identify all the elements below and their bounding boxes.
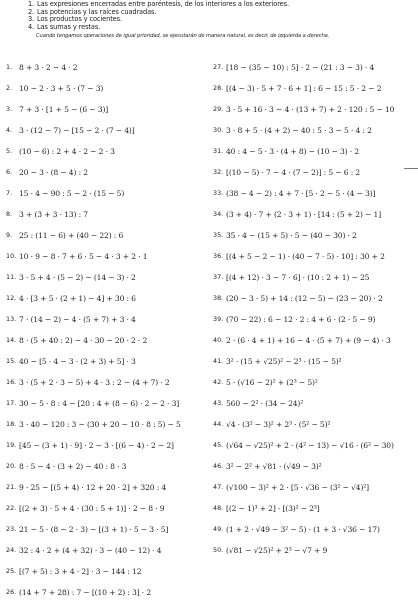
exercise-item — [6, 267, 206, 288]
exercise-expression: [(7 + 5) : 3 + 4 · 2] · 3 − 144 : 12 — [19, 567, 142, 576]
exercise-expression: 32 : 4 · 2 + (4 + 32) · 3 − (40 − 12) · 4 — [19, 546, 162, 555]
exercise-number: 19. — [6, 441, 17, 449]
exercise-item — [6, 141, 206, 162]
exercise-number: 47. — [213, 483, 224, 491]
exercise-number: 24. — [6, 546, 17, 554]
exercise-item — [213, 498, 418, 519]
exercise-item — [6, 456, 206, 477]
exercise-number: 20. — [6, 462, 17, 470]
exercise-expression: 8 · 5 − 4 · (3 + 2) − 40 : 8 · 3 — [19, 462, 127, 471]
exercise-number: 39. — [213, 315, 224, 323]
exercise-item — [213, 477, 418, 498]
exercise-number: 4. — [6, 126, 13, 134]
exercise-item — [6, 288, 206, 309]
exercise-expression: 3 · 5 + 4 · (5 − 2) − (14 − 3) · 2 — [19, 273, 136, 282]
exercise-number: 42. — [213, 378, 224, 386]
exercise-number: 49. — [213, 525, 224, 533]
exercise-expression: 20 − 3 · (8 − 4) : 2 — [19, 168, 88, 177]
exercise-item — [213, 246, 418, 267]
exercise-item — [213, 540, 418, 561]
exercise-expression: 9 · 25 − [(5 + 4) · 12 + 20 · 2] + 320 : 4 — [19, 483, 167, 492]
exercise-item — [213, 183, 418, 204]
exercise-number: 32. — [213, 168, 224, 176]
exercise-expression: 21 − 5 · (8 − 2 · 3) − [(3 + 1) · 5 − 3 · 5] — [19, 525, 169, 534]
exercise-number: 35. — [213, 231, 224, 239]
exercise-expression: 25 : (11 − 6) + (40 − 22) : 6 — [19, 231, 124, 240]
exercise-number: 41. — [213, 357, 224, 365]
exercise-item — [6, 204, 206, 225]
rules-block — [28, 1, 408, 41]
rule-text: Las potencias y las raíces cuadradas. — [37, 7, 157, 16]
exercise-item — [6, 435, 206, 456]
exercise-item — [6, 162, 206, 183]
exercise-expression: 10 · 9 − 8 · 7 + 6 · 5 − 4 · 3 + 2 · 1 — [19, 252, 148, 261]
exercise-expression: [(10 − 5) · 7 − 4 · (7 − 2)] : 5 − 6 : 2 — [226, 168, 361, 177]
exercise-number: 27. — [213, 63, 224, 71]
exercise-item — [213, 78, 418, 99]
exercise-item — [6, 246, 206, 267]
exercise-expression: [(2 + 3) · 5 + 4 · (30 : 5 + 1)] · 2 − 8 · 9 — [19, 504, 165, 513]
exercise-expression: (70 − 22) : 6 − 12 · 2 : 4 + 6 · (2 · 5 − 9) — [226, 315, 376, 324]
exercise-item — [213, 288, 418, 309]
exercise-item — [6, 477, 206, 498]
exercise-number: 38. — [213, 294, 224, 302]
exercise-item — [6, 498, 206, 519]
exercise-item — [213, 351, 418, 372]
exercise-expression: 35 · 4 − (15 + 5) · 5 − (40 − 30) · 2 — [226, 231, 357, 240]
exercise-expression: (38 − 4 − 2) : 4 + 7 · [5 · 2 − 5 · (4 − 3)] — [226, 189, 376, 198]
exercise-item — [6, 57, 206, 78]
rules-note: Cuando tengamos operaciones de igual prioridad, se ejecutarán de manera natural, es decir, de izquierda a derecha. — [36, 33, 330, 40]
exercise-number: 13. — [6, 315, 17, 323]
exercise-number: 43. — [213, 399, 224, 407]
exercise-item — [213, 141, 418, 162]
exercise-item — [213, 267, 418, 288]
exercise-expression: 5 · (√16 − 2)² + (2³ − 5)² — [226, 378, 318, 387]
exercise-number: 37. — [213, 273, 224, 281]
exercise-expression: (10 − 6) : 2 + 4 · 2 − 2 · 3 — [19, 147, 115, 156]
exercise-item — [6, 78, 206, 99]
exercise-number: 6. — [6, 168, 13, 176]
exercise-expression: 7 + 3 · [1 + 5 − (6 − 3)] — [19, 105, 109, 114]
exercise-item — [213, 162, 418, 183]
exercise-expression: (14 + 7 + 28) : 7 − [(10 + 2) : 3] · 2 — [19, 588, 151, 597]
exercise-expression: (3 + 4) · 7 + (2 · 3 + 1) · [14 : (5 + 2) − 1] — [226, 210, 382, 219]
exercise-item — [213, 519, 418, 540]
exercise-number: 12. — [6, 294, 17, 302]
exercise-expression: 15 · 4 − 90 : 5 − 2 · (15 − 5) — [19, 189, 125, 198]
exercise-expression: 8 · (5 + 40 : 2) − 4 · 30 − 20 · 2 · 2 — [19, 336, 148, 345]
exercise-number: 5. — [6, 147, 13, 155]
exercise-number: 1. — [6, 63, 13, 71]
rule-item: 3. Los productos y cocientes. — [28, 15, 122, 24]
exercise-expression: 3 · 8 + 5 · (4 + 2) − 40 : 5 · 3 − 5 · 4 : 2 — [226, 126, 372, 135]
rule-item: 2. Las potencias y las raíces cuadradas. — [28, 7, 157, 16]
exercise-expression: 30 − 5 · 8 : 4 − [20 : 4 + (8 − 6) · 2 − 2 · 3] — [19, 399, 180, 408]
page-edge-mark — [404, 168, 418, 169]
rule-item: 4. Las sumas y restas. — [28, 22, 101, 31]
exercise-expression: 560 − 2² · (34 − 24)² — [226, 399, 304, 408]
exercise-number: 30. — [213, 126, 224, 134]
exercise-expression: [18 − (35 − 10) : 5] · 2 − (21 : 3 − 3) · 4 — [226, 63, 375, 72]
exercise-expression: 4 · [3 + 5 · (2 + 1) − 4] + 30 : 6 — [19, 294, 136, 303]
exercise-item — [6, 393, 206, 414]
exercise-number: 21. — [6, 483, 17, 491]
rule-text: Las sumas y restas. — [37, 22, 101, 31]
exercise-item — [213, 225, 418, 246]
exercise-item — [213, 393, 418, 414]
exercise-expression: (20 − 3 · 5) + 14 : (12 − 5) − (23 − 20) · 2 — [226, 294, 383, 303]
exercise-item — [213, 120, 418, 141]
exercise-number: 34. — [213, 210, 224, 218]
exercise-number: 3. — [6, 105, 13, 113]
exercise-item — [6, 582, 206, 603]
exercise-item — [213, 57, 418, 78]
exercise-number: 18. — [6, 420, 17, 428]
exercise-item — [6, 183, 206, 204]
exercise-item — [213, 204, 418, 225]
exercise-expression: 3 · 5 + 16 · 3 − 4 · (13 + 7) + 2 · 120 : 5 − 10 — [226, 105, 395, 114]
exercise-item — [213, 414, 418, 435]
exercise-item — [6, 120, 206, 141]
exercise-number: 29. — [213, 105, 224, 113]
exercise-expression: 3 · (12 − 7) − [15 − 2 · (7 − 4)] — [19, 126, 135, 135]
exercise-expression: (√64 − √25)² + 2 · (4² − 13) − √16 · (6² − 30) — [226, 441, 394, 450]
exercise-number: 33. — [213, 189, 224, 197]
exercise-item — [6, 99, 206, 120]
exercise-expression: (√81 − √25)² + 2³ − √7 + 9 — [226, 546, 328, 555]
exercise-item — [6, 372, 206, 393]
exercise-column-right — [213, 57, 418, 561]
exercise-number: 15. — [6, 357, 17, 365]
exercise-item — [213, 456, 418, 477]
exercise-expression: 3² − 2² + √81 · (√49 − 3)² — [226, 462, 322, 471]
exercise-number: 25. — [6, 567, 17, 575]
exercise-expression: [45 − (3 + 1) · 9] · 2 − 3 · [(6 − 4) · 2 − 2] — [19, 441, 174, 450]
exercise-number: 9. — [6, 231, 13, 239]
exercise-expression: 3 + (3 + 3 · 13) : 7 — [19, 210, 88, 219]
exercise-expression: [(2 − 1)³ + 2] · [(3)² − 2³] — [226, 504, 320, 513]
exercise-number: 17. — [6, 399, 17, 407]
exercise-number: 28. — [213, 84, 224, 92]
exercise-item — [6, 519, 206, 540]
exercise-number: 50. — [213, 546, 224, 554]
exercise-item — [213, 309, 418, 330]
exercise-item — [6, 414, 206, 435]
exercise-number: 16. — [6, 378, 17, 386]
exercise-expression: 40 : 4 − 5 · 3 · (4 + 8) − (10 − 3) · 2 — [226, 147, 360, 156]
rule-text: Las expresiones encerradas entre paréntesis, de los interiores a los exteriores. — [37, 0, 289, 8]
exercise-columns — [0, 57, 418, 597]
exercise-expression: [(4 + 12) · 3 − 7 · 6] · (10 : 2 + 1) − 25 — [226, 273, 370, 282]
exercise-expression: (√100 − 3)² + 2 · [5 · √36 − (3² − √4)²] — [226, 483, 369, 492]
exercise-number: 36. — [213, 252, 224, 260]
exercise-expression: 2 · (6 · 4 + 1) + 16 − 4 · (5 + 7) + (9 − 4) · 3 — [226, 336, 391, 345]
exercise-expression: 3² · (15 + √25)² − 2³ · (15 − 5)² — [226, 357, 342, 366]
exercise-expression: 7 · (14 − 2) − 4 · (5 + 7) + 3 · 4 — [19, 315, 136, 324]
exercise-number: 45. — [213, 441, 224, 449]
exercise-number: 26. — [6, 588, 17, 596]
exercise-item — [6, 309, 206, 330]
exercise-item — [6, 330, 206, 351]
exercise-expression: 40 − [5 · 4 − 3 · (2 + 3) + 5] · 3 — [19, 357, 136, 366]
exercise-column-left — [6, 57, 206, 603]
rule-item: 1. Las expresiones encerradas entre paréntesis, de los interiores a los exteriores. — [28, 0, 289, 8]
exercise-item — [6, 351, 206, 372]
exercise-number: 23. — [6, 525, 17, 533]
exercise-item — [213, 372, 418, 393]
exercise-item — [213, 435, 418, 456]
exercise-item — [213, 330, 418, 351]
exercise-number: 22. — [6, 504, 17, 512]
exercise-number: 10. — [6, 252, 17, 260]
exercise-number: 8. — [6, 210, 13, 218]
exercise-number: 40. — [213, 336, 224, 344]
exercise-number: 2. — [6, 84, 13, 92]
exercise-item — [6, 561, 206, 582]
exercise-expression: [(4 − 3) · 5 + 7 · 6 + 1] : 6 − 15 : 5 · 2 − 2 — [226, 84, 382, 93]
exercise-item — [6, 225, 206, 246]
exercise-item — [6, 540, 206, 561]
exercise-number: 44. — [213, 420, 224, 428]
exercise-expression: 3 · (5 + 2 · 3 − 5) + 4 · 3 : 2 − (4 + 7) · 2 — [19, 378, 170, 387]
exercise-number: 11. — [6, 273, 17, 281]
exercise-number: 31. — [213, 147, 224, 155]
exercise-expression: 8 + 3 · 2 − 4 · 2 — [19, 63, 78, 72]
exercise-expression: [(4 + 5 − 2 − 1) · (40 − 7 · 5) · 10] : 30 + 2 — [226, 252, 385, 261]
exercise-expression: 10 − 2 · 3 + 5 · (7 − 3) — [19, 84, 104, 93]
exercise-number: 48. — [213, 504, 224, 512]
exercise-item — [213, 99, 418, 120]
exercise-number: 46. — [213, 462, 224, 470]
exercise-expression: 3 · 40 − 120 : 3 − (30 + 20 − 10 · 8 : 5) − 5 — [19, 420, 181, 429]
exercise-expression: (1 + 2 · √49 − 3² − 5) · (1 + 3 · √36 − 17) — [226, 525, 380, 534]
rule-text: Los productos y cocientes. — [37, 15, 122, 24]
exercise-expression: √4 · (3² − 3)² + 2³ · (5² − 5)² — [226, 420, 331, 429]
exercise-number: 14. — [6, 336, 17, 344]
exercise-number: 7. — [6, 189, 13, 197]
